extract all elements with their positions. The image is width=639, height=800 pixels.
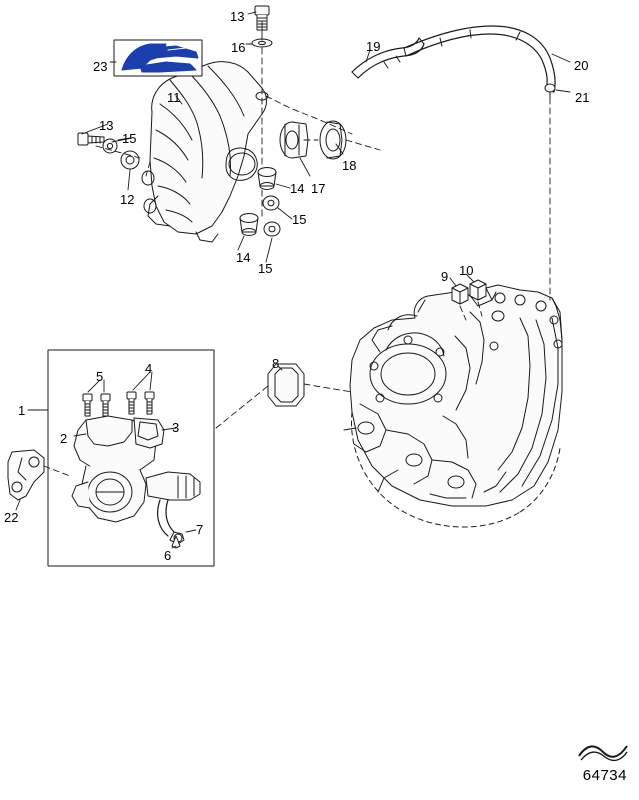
fastener-13-left [78,133,104,145]
callout-10: 10 [459,263,474,278]
callout-5: 5 [96,369,104,384]
callout-9: 9 [441,269,449,284]
callout-7: 7 [196,522,204,537]
diagram-part-number: 64734 [582,767,627,784]
screw-5a [83,394,92,416]
callout-16: 16 [231,40,246,55]
callout-19: 19 [366,39,381,54]
engine-block-illustration [344,285,562,506]
callout-17: 17 [311,181,326,196]
fastener-10 [470,280,486,300]
clip-21 [545,84,555,98]
hose-20 [404,26,555,92]
callout-1: 1 [18,403,26,418]
callout-13-left: 13 [99,118,114,133]
part-23-highlight-illustration [114,40,202,76]
callout-6: 6 [164,548,172,563]
mercury-waves-logo [577,740,629,762]
grommet-14-upper [258,168,276,190]
callout-15-lower: 15 [258,261,273,276]
callout-14-upper: 14 [290,181,305,196]
callout-20: 20 [574,58,589,73]
washer-15-lower [264,222,280,236]
callout-4: 4 [145,361,153,376]
bracket-22 [8,450,44,500]
screw-4a [127,392,136,414]
callout-23: 23 [93,59,108,74]
screw-5b [101,394,110,416]
callout-12: 12 [120,192,135,207]
callout-15-mid: 15 [292,212,307,227]
callout-13-top: 13 [230,9,245,24]
washer-15-mid [263,196,279,210]
grommet-12 [121,151,139,169]
callout-21: 21 [575,90,590,105]
callout-18: 18 [342,158,357,173]
callout-2: 2 [60,431,68,446]
callout-15-left: 15 [122,131,137,146]
callout-14-lower: 14 [236,250,251,265]
callout-8: 8 [272,356,280,371]
callout-3: 3 [172,420,180,435]
screw-4b [145,392,154,414]
fastener-9 [452,284,468,304]
callout-22: 22 [4,510,19,525]
throttle-body-illustration [72,416,200,548]
grommet-14-lower [240,214,258,236]
callout-11: 11 [167,90,181,105]
